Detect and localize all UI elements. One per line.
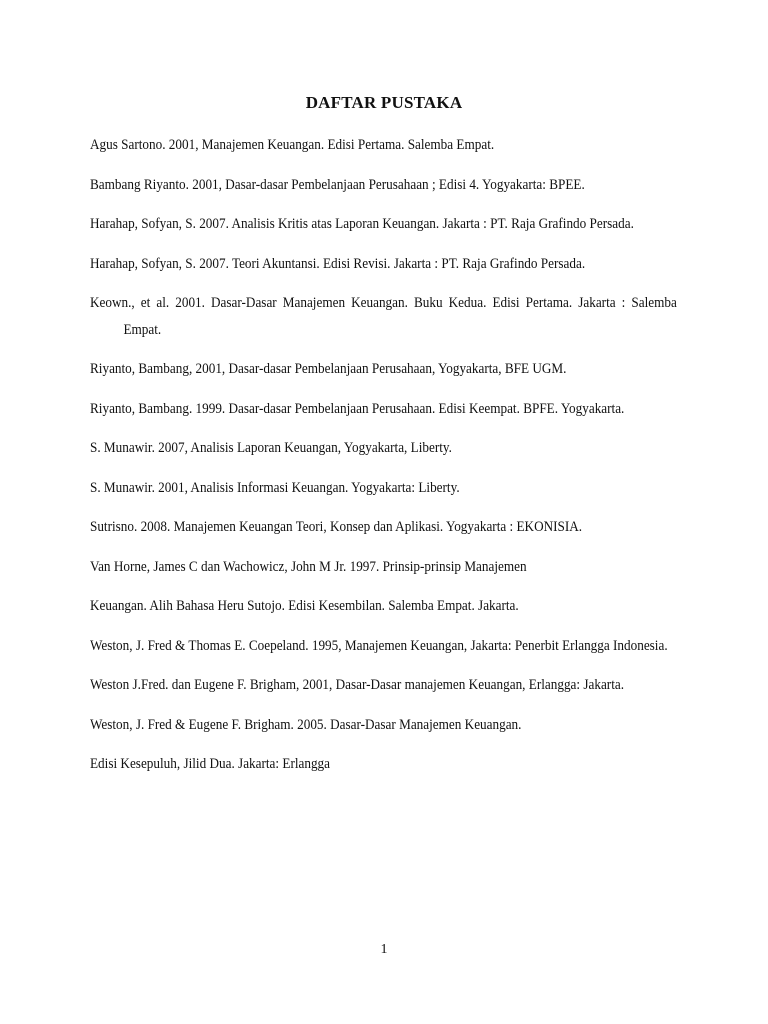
reference-item: Bambang Riyanto. 2001, Dasar-dasar Pembelanjaan Perusahaan ; Edisi 4. Yogyakarta: BPEE. bbox=[90, 176, 585, 193]
reference-item: Harahap, Sofyan, S. 2007. Analisis Kritis atas Laporan Keuangan. Jakarta : PT. Raja Grafindo Persada. bbox=[90, 216, 634, 232]
reference-item: Riyanto, Bambang. 1999. Dasar-dasar Pembelanjaan Perusahaan. Edisi Keempat. BPFE. Yogyakarta. bbox=[90, 400, 625, 417]
page-number: 1 bbox=[380, 942, 388, 957]
reference-list bbox=[90, 132, 677, 791]
reference-item: Edisi Kesepuluh, Jilid Dua. Jakarta: Erlangga bbox=[90, 756, 331, 772]
reference-item: Weston, J. Fred & Thomas E. Coepeland. 1995, Manajemen Keuangan, Jakarta: Penerbit Erlangga Indonesia. bbox=[90, 637, 668, 654]
reference-item: Weston, J. Fred & Eugene F. Brigham. 2005. Dasar-Dasar Manajemen Keuangan. bbox=[90, 716, 522, 733]
reference-item: S. Munawir. 2001, Analisis Informasi Keuangan. Yogyakarta: Liberty. bbox=[90, 479, 460, 496]
reference-item: Riyanto, Bambang, 2001, Dasar-dasar Pembelanjaan Perusahaan, Yogyakarta, BFE UGM. bbox=[90, 361, 567, 377]
reference-item: Keown., et al. 2001. Dasar-Dasar Manajemen Keuangan. Buku Kedua. Edisi Pertama. Jakarta : Salemba Empat. bbox=[90, 295, 677, 338]
reference-item: Weston J.Fred. dan Eugene F. Brigham, 2001, Dasar-Dasar manajemen Keuangan, Erlangga: Jakarta. bbox=[90, 677, 625, 693]
reference-item: Sutrisno. 2008. Manajemen Keuangan Teori, Konsep dan Aplikasi. Yogyakarta : EKONISIA. bbox=[90, 519, 583, 535]
reference-item: Harahap, Sofyan, S. 2007. Teori Akuntansi. Edisi Revisi. Jakarta : PT. Raja Grafindo Persada. bbox=[90, 255, 586, 272]
page-title: DAFTAR PUSTAKA bbox=[305, 93, 463, 112]
reference-item: Keuangan. Alih Bahasa Heru Sutojo. Edisi Kesembilan. Salemba Empat. Jakarta. bbox=[90, 598, 519, 614]
reference-item: S. Munawir. 2007, Analisis Laporan Keuangan, Yogyakarta, Liberty. bbox=[90, 440, 452, 456]
reference-item: Van Horne, James C dan Wachowicz, John M Jr. 1997. Prinsip-prinsip Manajemen bbox=[90, 558, 527, 575]
reference-item: Agus Sartono. 2001, Manajemen Keuangan. Edisi Pertama. Salemba Empat. bbox=[90, 137, 495, 153]
